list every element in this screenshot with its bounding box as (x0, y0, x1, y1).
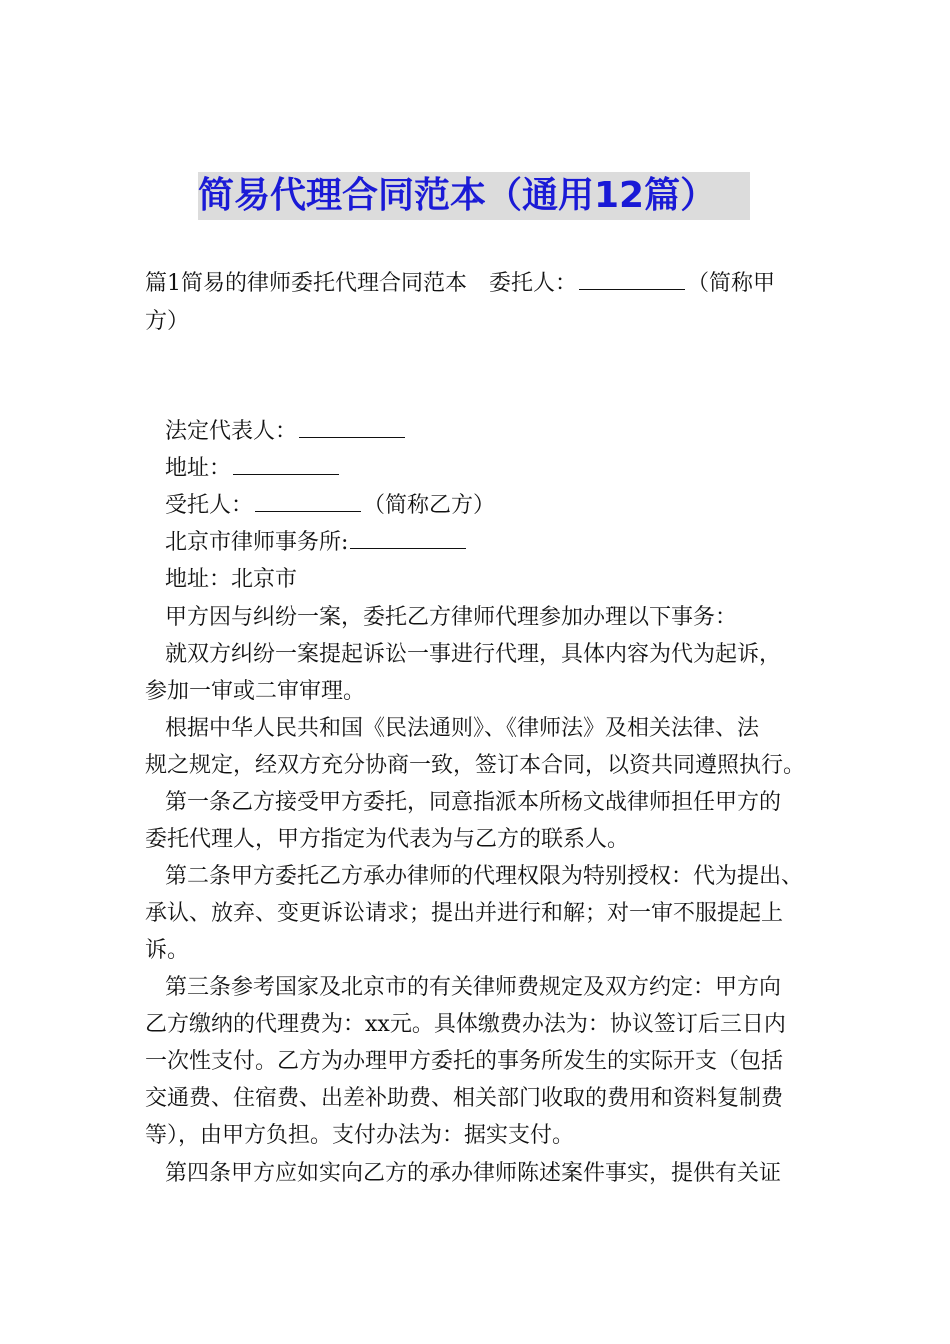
intro-line-2: 方） (145, 309, 190, 334)
paragraph-7-line-1: 第四条甲方应如实向乙方的承办律师陈述案件事实，提供有关证 (165, 1161, 782, 1186)
document-title: 简易代理合同范本（通用12篇） (198, 175, 717, 216)
client-blank (579, 267, 685, 290)
paragraph-4-line-1: 第一条乙方接受甲方委托，同意指派本所杨文战律师担任甲方的 (165, 790, 782, 815)
paragraph-5-line-3: 诉。 (145, 938, 190, 963)
paragraph-5-line-1: 第二条甲方委托乙方承办律师的代理权限为特别授权：代为提出、 (165, 864, 804, 889)
paragraph-6-line-3: 一次性支付。乙方为办理甲方委托的事务所发生的实际开支（包括 (145, 1049, 784, 1074)
paragraph-3-line-2: 规之规定，经双方充分协商一致，签订本合同，以资共同遵照执行。 (145, 753, 806, 778)
law-firm-line (165, 525, 468, 561)
legal-rep-blank (299, 415, 405, 438)
address-blank (233, 452, 339, 475)
legal-rep-label: 法定代表人： (165, 419, 298, 444)
address-line-2: 地址：北京市 (165, 567, 298, 592)
paragraph-2-line-2: 参加一审或二审审理。 (145, 679, 366, 704)
law-firm-label: 北京市律师事务所: (165, 530, 349, 555)
address-line-1 (165, 451, 341, 487)
paragraph-6-line-4: 交通费、住宿费、出差补助费、相关部门收取的费用和资料复制费 (145, 1086, 784, 1111)
paragraph-6-line-5: 等），由甲方负担。支付办法为：据实支付。 (145, 1123, 575, 1148)
paragraph-6-line-2: 乙方缴纳的代理费为：xx元。具体缴费办法为：协议签订后三日内 (145, 1012, 786, 1037)
trustee-label: 受托人： (165, 493, 254, 518)
trustee-blank (255, 489, 361, 512)
intro-line-1 (145, 266, 775, 302)
paragraph-4-line-2: 委托代理人，甲方指定为代表为与乙方的联系人。 (145, 827, 630, 852)
title-highlight (198, 172, 750, 220)
paragraph-5-line-2: 承认、放弃、变更诉讼请求；提出并进行和解；对一审不服提起上 (145, 901, 784, 926)
intro-prefix: 篇1简易的律师委托代理合同范本 委托人： (145, 271, 577, 296)
trustee-line (165, 488, 495, 524)
paragraph-6-line-1: 第三条参考国家及北京市的有关律师费规定及双方约定：甲方向 (165, 975, 782, 1000)
intro-suffix: （简称甲 (687, 271, 776, 296)
paragraph-2-line-1: 就双方纠纷一案提起诉讼一事进行代理，具体内容为代为起诉， (165, 642, 782, 667)
law-firm-blank (350, 526, 466, 549)
paragraph-1: 甲方因与纠纷一案，委托乙方律师代理参加办理以下事务： (165, 605, 738, 630)
address-label-1: 地址： (165, 456, 232, 481)
paragraph-3-line-1: 根据中华人民共和国《民法通则》、《律师法》及相关法律、法 (165, 716, 760, 741)
trustee-suffix: （简称乙方） (363, 493, 496, 518)
legal-rep-line (165, 414, 407, 450)
